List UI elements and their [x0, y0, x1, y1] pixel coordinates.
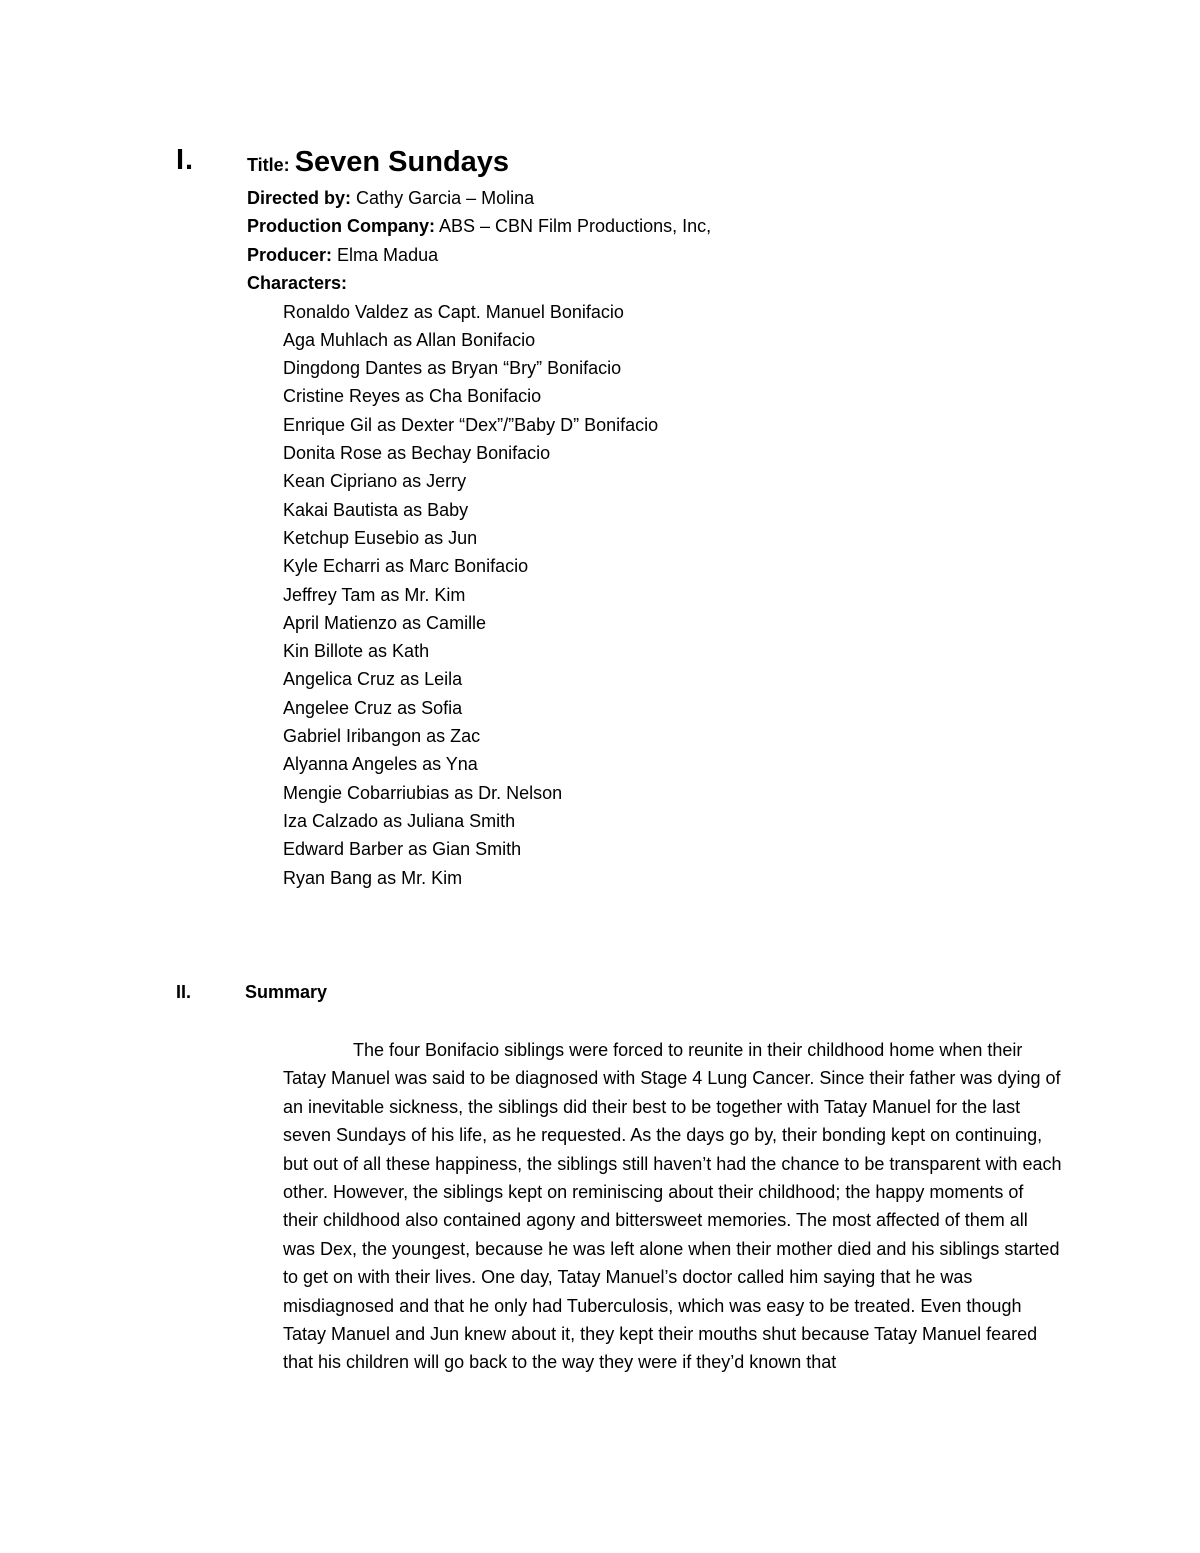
director-line: [247, 184, 1147, 212]
summary-paragraph: The four Bonifacio siblings were forced to reunite in their childhood home when their Tatay Manuel was said to be diagnosed with Stage 4 Lung Cancer. Since their father was dying of an inevitable sickness, the siblings did their best to be together with Tatay Manuel for the last seven Sundays of his life, as he requested. As the days go by, their bonding kept on continuing, but out of all these happiness, the siblings still haven’t had the chance to be transparent with each other. However, the siblings kept on reminiscing about their childhood; the happy moments of their childhood also contained agony and bittersweet memories. The most affected of them all was Dex, the youngest, because he was left alone when their mother died and his siblings started to get on with their lives. One day, Tatay Manuel’s doctor called him saying that he was misdiagnosed and that he only had Tuberculosis, which was easy to be treated. Even though Tatay Manuel and Jun knew about it, they kept their mouths shut because Tatay Manuel feared that his children will go back to the way they were if they’d known that: [283, 1040, 1062, 1373]
list-item: Iza Calzado as Juliana Smith: [283, 810, 516, 831]
list-item: Alyanna Angeles as Yna: [283, 754, 478, 775]
list-item: Edward Barber as Gian Smith: [283, 839, 522, 860]
list-item: Kakai Bautista as Baby: [283, 499, 469, 520]
list-item: Cristine Reyes as Cha Bonifacio: [283, 386, 542, 407]
producer-label: Producer:: [247, 244, 333, 265]
section-numeral: I.: [176, 144, 195, 176]
characters-heading: [247, 269, 1147, 297]
list-item: Ryan Bang as Mr. Kim: [283, 867, 463, 888]
details-block: [247, 140, 1147, 892]
production-company-value: ABS – CBN Film Productions, Inc,: [439, 216, 712, 237]
director-value: Cathy Garcia – Molina: [356, 188, 535, 208]
list-item: Donita Rose as Bechay Bonifacio: [283, 443, 551, 464]
characters-list: [283, 298, 1183, 892]
list-item: Aga Muhlach as Allan Bonifacio: [283, 329, 536, 350]
production-company-label: Production Company:: [247, 216, 435, 237]
title-label: Title:: [247, 155, 290, 175]
list-item: Mengie Cobarriubias as Dr. Nelson: [283, 782, 563, 803]
list-item: Ronaldo Valdez as Capt. Manuel Bonifacio: [283, 301, 624, 322]
movie-title: Seven Sundays: [294, 146, 510, 178]
characters-label: Characters:: [247, 273, 348, 294]
list-item: Jeffrey Tam as Mr. Kim: [283, 584, 466, 605]
list-item: Kean Cipriano as Jerry: [283, 471, 467, 492]
producer-line: [247, 241, 1147, 269]
list-item: Kyle Echarri as Marc Bonifacio: [283, 556, 529, 577]
list-item: Ketchup Eusebio as Jun: [283, 527, 478, 548]
list-item: Gabriel Iribangon as Zac: [283, 726, 481, 747]
director-label: Directed by:: [247, 188, 352, 208]
producer-value: Elma Madua: [337, 244, 439, 265]
list-item: April Matienzo as Camille: [283, 612, 487, 633]
list-item: Kin Billote as Kath: [283, 641, 430, 662]
title-line: [247, 140, 1147, 184]
production-company-line: [247, 212, 1147, 240]
list-item: Angelica Cruz as Leila: [283, 669, 463, 690]
list-item: Enrique Gil as Dexter “Dex”/”Baby D” Bonifacio: [283, 414, 659, 435]
summary-heading: Summary: [245, 982, 328, 1002]
section-numeral: II.: [176, 982, 192, 1002]
list-item: Dingdong Dantes as Bryan “Bry” Bonifacio: [283, 358, 622, 379]
list-item: Angelee Cruz as Sofia: [283, 697, 463, 718]
